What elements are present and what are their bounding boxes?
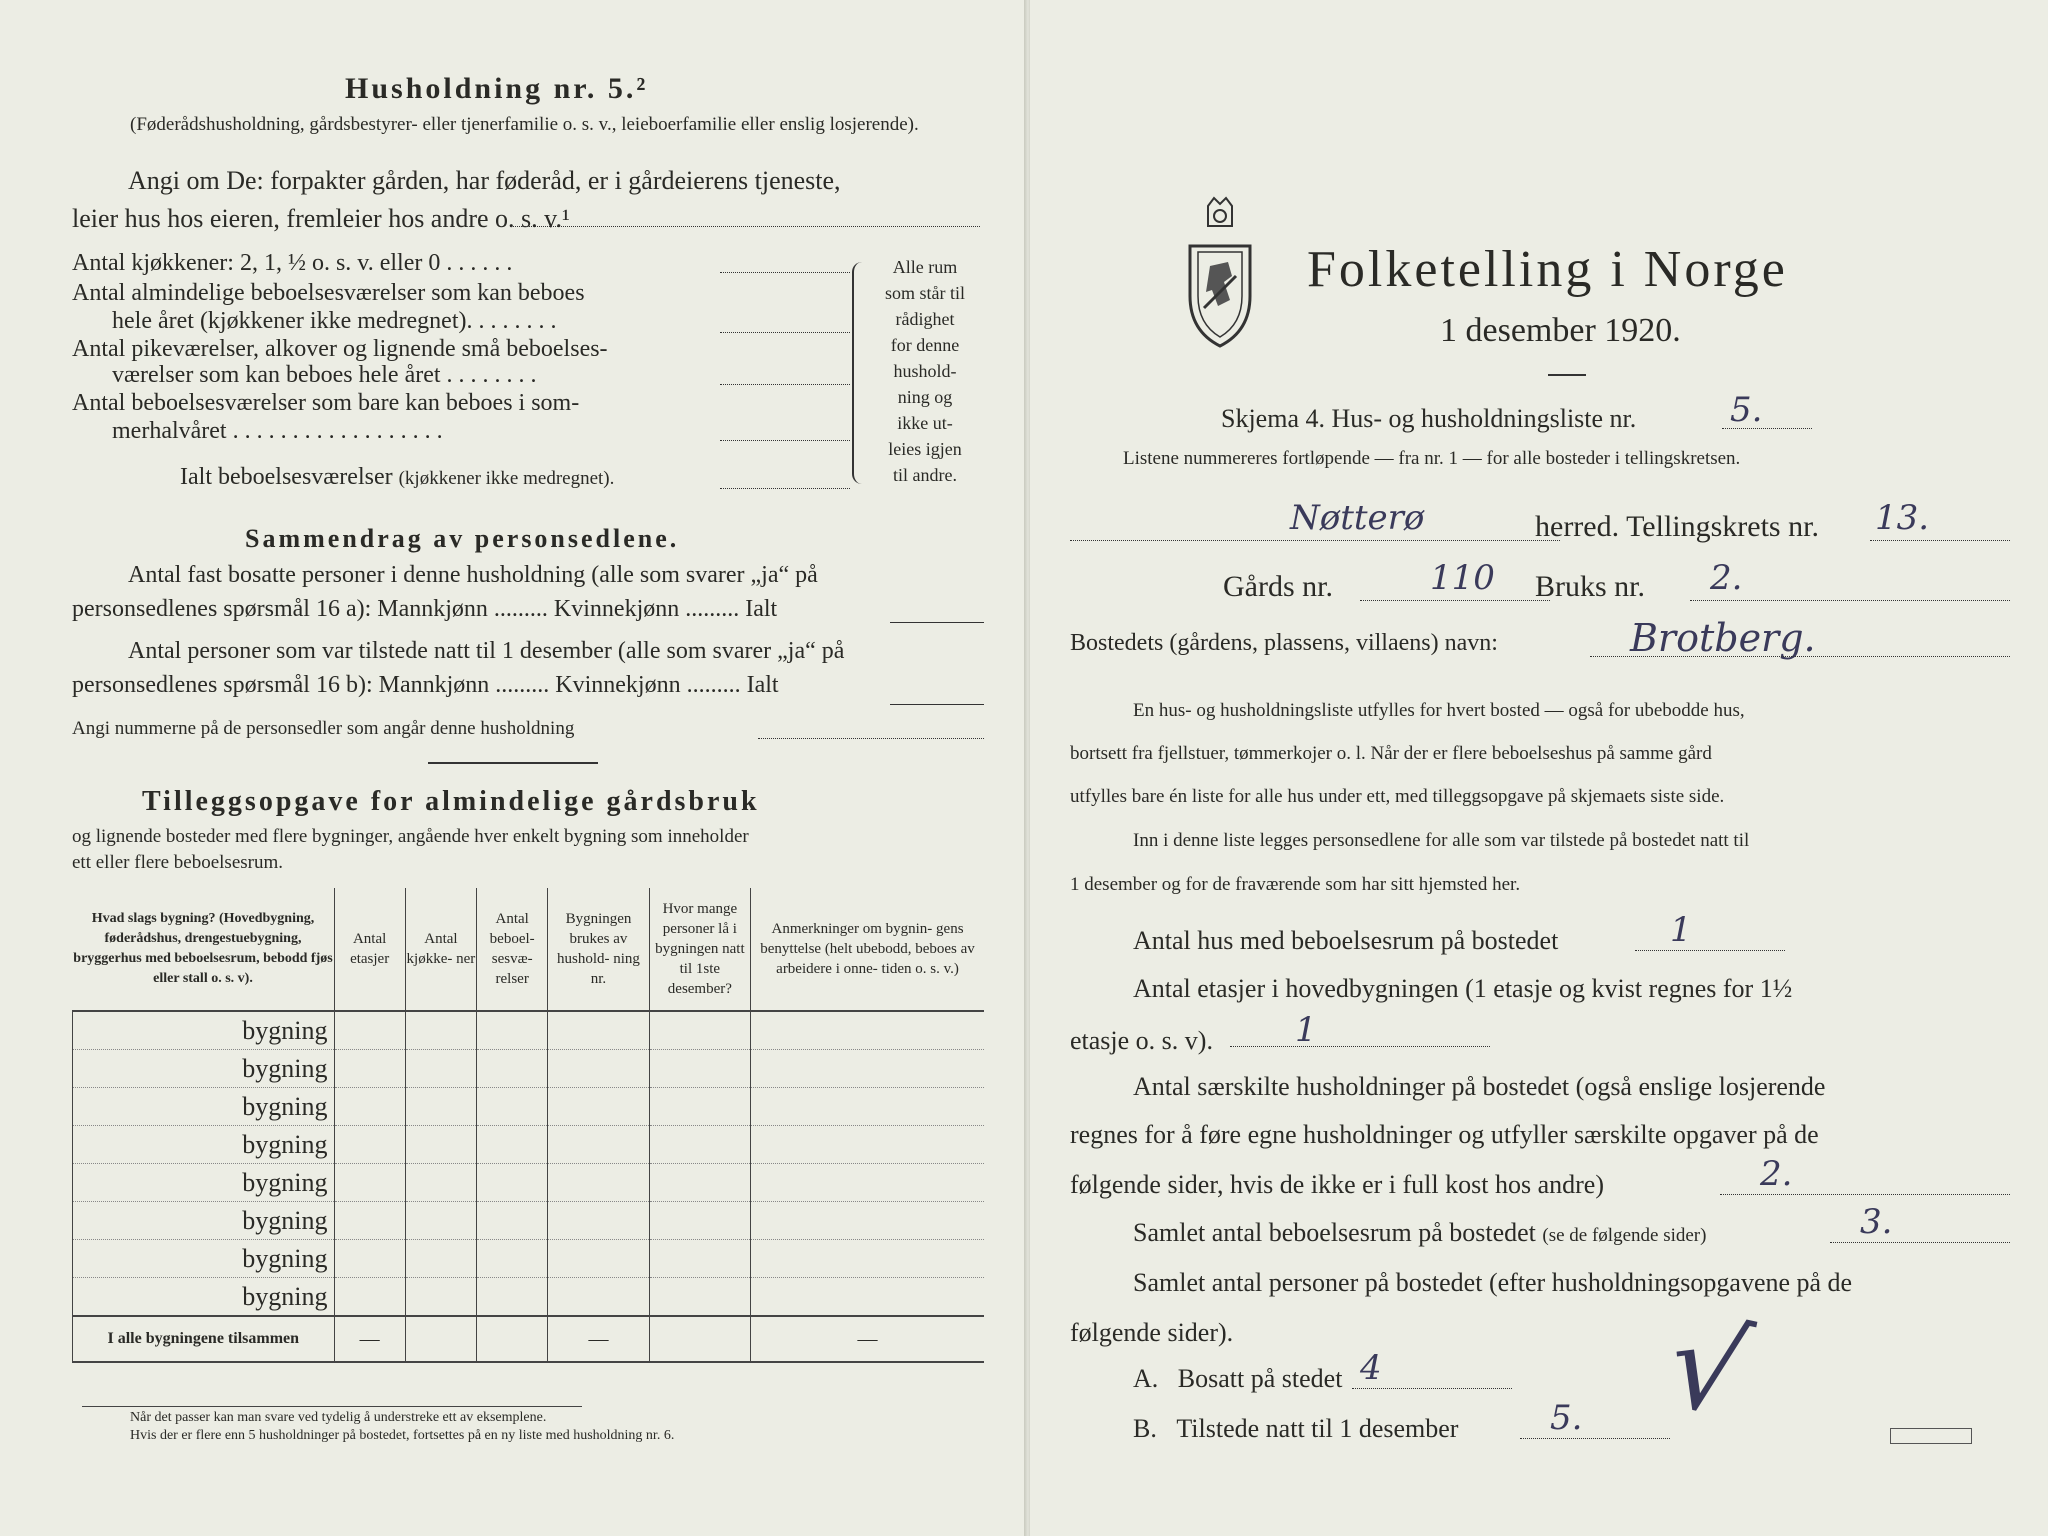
table-cell — [405, 1088, 476, 1126]
summary-numbers-fill — [758, 738, 984, 739]
present-label: B. Tilstede natt til 1 desember — [1133, 1414, 1459, 1443]
table-cell — [334, 1126, 405, 1164]
houses-value: 1 — [1670, 910, 1692, 950]
table-cell — [649, 1240, 750, 1278]
households-label-1: Antal særskilte husholdninger på bostedet (også enslige losjerende — [1133, 1072, 1826, 1101]
table-header: Antal beboel- sesvæ- relser — [477, 888, 548, 1011]
building-label: bygning — [73, 1050, 335, 1088]
table-cell — [334, 1278, 405, 1317]
supplement-title: Tilleggsopgave for almindelige gårdsbruk — [142, 786, 760, 817]
para-5: 1 desember og for de fraværende som har sitt hjemsted her. — [1070, 874, 1521, 895]
angi-fill-line — [510, 226, 980, 227]
small-rooms-label-1: Antal pikeværelser, alkover og lignende små beboelses- — [72, 336, 608, 362]
houses-label: Antal hus med beboelsesrum på bostedet — [1133, 926, 1559, 955]
table-cell — [751, 1126, 984, 1164]
brace-note-line: som står til — [885, 283, 965, 303]
brace-note-line: ning og — [897, 387, 953, 407]
table-header: Antal kjøkke- ner — [405, 888, 476, 1011]
table-cell — [405, 1126, 476, 1164]
para-1: En hus- og husholdningsliste utfylles for hvert bosted — også for ubebodde hus, — [1133, 700, 1745, 721]
building-label: bygning — [73, 1240, 335, 1278]
bosted-label: Bostedets (gårdens, plassens, villaens) navn: — [1070, 630, 1498, 656]
krets-fill — [1870, 540, 2010, 541]
schema-label: Skjema 4. Hus- og husholdningsliste nr. — [1221, 404, 1637, 433]
table-header: Antal etasjer — [334, 888, 405, 1011]
table-cell — [334, 1011, 405, 1050]
households-fill — [1720, 1194, 2010, 1195]
table-cell — [751, 1011, 984, 1050]
bosted-value: Brotberg. — [1630, 616, 1816, 660]
rooms-total-label: Samlet antal beboelsesrum på bostedet (se de følgende sider) — [1133, 1218, 1707, 1247]
total-cell — [477, 1316, 548, 1362]
rooms-fill — [720, 332, 850, 333]
brace-note-line: leies igjen — [888, 439, 962, 459]
schema-number: 5. — [1730, 390, 1763, 430]
table-cell — [751, 1050, 984, 1088]
table-row — [73, 1278, 985, 1317]
resident-fill — [1352, 1388, 1512, 1389]
summer-rooms-fill — [720, 440, 850, 441]
bruks-value: 2. — [1710, 558, 1743, 598]
herred-value: Nøtterø — [1290, 498, 1425, 538]
kitchen-count-label: Antal kjøkkener: 2, 1, ½ o. s. v. eller 0 . . . . . . — [72, 250, 513, 276]
table-cell — [751, 1202, 984, 1240]
brace-note — [870, 254, 980, 488]
persons-label-1: Samlet antal personer på bostedet (efter husholdningsopgavene på de — [1133, 1268, 1853, 1297]
table-cell — [649, 1164, 750, 1202]
table-cell — [405, 1278, 476, 1317]
gards-value: 110 — [1430, 558, 1495, 598]
table-row — [73, 1011, 985, 1050]
brace-note-line: til andre. — [893, 465, 957, 485]
persons-label-2: følgende sider). — [1070, 1318, 1234, 1347]
floors-value: 1 — [1295, 1010, 1317, 1050]
table-cell — [649, 1088, 750, 1126]
bruks-label: Bruks nr. — [1535, 570, 1646, 603]
houses-fill — [1635, 950, 1785, 951]
table-cell — [477, 1126, 548, 1164]
table-row — [73, 1126, 985, 1164]
building-label: bygning — [73, 1164, 335, 1202]
angi-line-2: leier hus hos eieren, fremleier hos andre o. s. v.¹ — [72, 204, 570, 233]
table-cell — [548, 1126, 649, 1164]
total-cell — [405, 1316, 476, 1362]
summary-total-fill-1 — [890, 622, 984, 623]
summary-line-2: personsedlenes spørsmål 16 a): Mannkjønn ......... Kvinnekjønn ......... Ialt — [72, 596, 778, 622]
bosted-fill — [1590, 656, 2010, 657]
summer-rooms-label-2: merhalvåret . . . . . . . . . . . . . . . . . . — [112, 418, 443, 444]
total-label: I alle bygningene tilsammen — [73, 1316, 335, 1362]
table-cell — [649, 1011, 750, 1050]
small-rooms-label-2: værelser som kan beboes hele året . . . . . . . . — [112, 362, 537, 388]
para-4: Inn i denne liste legges personsedlene for alle som var tilstede på bostedet natt til — [1133, 830, 1750, 851]
angi-line-1: Angi om De: forpakter gården, har føderåd, er i gårdeierens tjeneste, — [128, 166, 841, 195]
summary-line-3: Antal personer som var tilstede natt til 1 desember (alle som svarer „ja“ på — [128, 638, 845, 664]
resident-value: 4 — [1360, 1348, 1382, 1388]
gards-fill — [1360, 600, 1550, 601]
table-cell — [334, 1050, 405, 1088]
table-cell — [405, 1164, 476, 1202]
para-2: bortsett fra fjellstuer, tømmerkojer o. l. Når der er flere beboelseshus på samme gård — [1070, 743, 1712, 764]
present-fill — [1520, 1438, 1670, 1439]
table-cell — [477, 1088, 548, 1126]
households-value: 2. — [1760, 1154, 1793, 1194]
table-cell — [751, 1088, 984, 1126]
krets-value: 13. — [1875, 498, 1930, 538]
table-cell — [649, 1126, 750, 1164]
table-cell — [649, 1278, 750, 1317]
table-cell — [548, 1202, 649, 1240]
table-cell — [477, 1240, 548, 1278]
coat-of-arms-icon — [1180, 196, 1260, 348]
table-cell — [405, 1202, 476, 1240]
table-cell — [548, 1164, 649, 1202]
printer-stamp — [1890, 1428, 1972, 1444]
household-title: Husholdning nr. 5.² — [345, 72, 649, 105]
table-row — [73, 1088, 985, 1126]
rooms-total-value: 3. — [1860, 1202, 1893, 1242]
table-cell — [751, 1240, 984, 1278]
brace — [852, 262, 864, 484]
title-rule — [1548, 374, 1586, 376]
table-cell — [548, 1050, 649, 1088]
floors-label-1: Antal etasjer i hovedbygningen (1 etasje og kvist regnes for 1½ — [1133, 974, 1793, 1003]
building-label: bygning — [73, 1011, 335, 1050]
total-rooms-fill — [720, 488, 850, 489]
rooms-label-2: hele året (kjøkkener ikke medregnet). . . . . . . . — [112, 308, 557, 334]
table-header: Bygningen brukes av hushold- ning nr. — [548, 888, 649, 1011]
table-cell — [334, 1240, 405, 1278]
table-cell — [751, 1278, 984, 1317]
table-cell — [548, 1240, 649, 1278]
gards-label: Gårds nr. — [1223, 570, 1333, 603]
table-row — [73, 1202, 985, 1240]
table-row — [73, 1050, 985, 1088]
divider — [428, 762, 598, 764]
summer-rooms-label-1: Antal beboelsesværelser som bare kan beboes i som- — [72, 390, 580, 416]
table-cell — [477, 1011, 548, 1050]
rooms-total-fill — [1830, 1242, 2010, 1243]
brace-note-line: Alle rum — [892, 257, 958, 277]
brace-note-line: for denne — [890, 335, 960, 355]
total-cell: — — [334, 1316, 405, 1362]
summary-line-5: Angi nummerne på de personsedler som angår denne husholdning — [72, 718, 575, 739]
total-rooms-label: Ialt beboelsesværelser (kjøkkener ikke medregnet). — [180, 464, 615, 490]
footnote-1: Når det passer kan man svare ved tydelig å understreke ett av eksemplene. — [130, 1410, 547, 1425]
table-cell — [649, 1202, 750, 1240]
household-subtitle: (Føderådshusholdning, gårdsbestyrer- eller tjenerfamilie o. s. v., leieboerfamilie eller enslig losjerende). — [130, 114, 919, 135]
bruks-fill — [1690, 600, 2010, 601]
table-cell — [548, 1278, 649, 1317]
brace-note-line: ikke ut- — [897, 413, 953, 433]
table-row — [73, 1164, 985, 1202]
table-row — [73, 1240, 985, 1278]
supplement-line-1: og lignende bosteder med flere bygninger, angående hver enkelt bygning som inneholder — [72, 826, 749, 847]
right-page — [1030, 0, 2048, 1536]
table-cell — [751, 1164, 984, 1202]
table-cell — [477, 1278, 548, 1317]
table-cell — [477, 1164, 548, 1202]
summary-line-4: personsedlenes spørsmål 16 b): Mannkjønn ......... Kvinnekjønn ......... Ialt — [72, 672, 779, 698]
floors-label-2: etasje o. s. v). — [1070, 1026, 1213, 1055]
building-label: bygning — [73, 1088, 335, 1126]
census-date: 1 desember 1920. — [1440, 312, 1681, 349]
resident-label: A. Bosatt på stedet — [1133, 1364, 1343, 1393]
floors-fill — [1230, 1046, 1490, 1047]
table-cell — [548, 1088, 649, 1126]
footnote-rule — [82, 1406, 582, 1407]
para-3: utfylles bare én liste for alle hus under ett, med tilleggsopgave på skjemaets siste side. — [1070, 786, 1725, 807]
small-rooms-fill — [720, 384, 850, 385]
table-cell — [334, 1088, 405, 1126]
table-cell — [334, 1202, 405, 1240]
table-cell — [477, 1202, 548, 1240]
building-label: bygning — [73, 1278, 335, 1317]
table-cell — [649, 1050, 750, 1088]
herred-fill — [1070, 540, 1560, 541]
present-value: 5. — [1550, 1398, 1583, 1438]
table-header: Hvad slags bygning? (Hovedbygning, føderådshus, drengestuebygning, bryggerhus med beboelsesrum, bebodd fjøs eller stall o. s. v). — [73, 888, 335, 1011]
total-cell: — — [751, 1316, 984, 1362]
check-mark: √ — [1656, 1293, 1761, 1446]
footnote-2: Hvis der er flere enn 5 husholdninger på bostedet, fortsettes på en ny liste med husholdning nr. 6. — [130, 1428, 675, 1443]
building-label: bygning — [73, 1126, 335, 1164]
summary-line-1: Antal fast bosatte personer i denne husholdning (alle som svarer „ja“ på — [128, 562, 818, 588]
table-cell — [405, 1050, 476, 1088]
building-label: bygning — [73, 1202, 335, 1240]
main-title: Folketelling i Norge — [1307, 241, 1788, 298]
table-cell — [405, 1011, 476, 1050]
summary-title: Sammendrag av personsedlene. — [245, 524, 680, 553]
total-cell: — — [548, 1316, 649, 1362]
summary-total-fill-2 — [890, 704, 984, 705]
brace-note-line: rådighet — [895, 309, 955, 329]
brace-note-line: hushold- — [893, 361, 957, 381]
table-cell — [548, 1011, 649, 1050]
supplement-line-2: ett eller flere beboelsesrum. — [72, 852, 284, 873]
kitchen-fill — [720, 272, 850, 273]
table-header: Anmerkninger om bygnin- gens benyttelse (helt ubebodd, beboes av arbeidere i onne- tiden o. s. v.) — [751, 888, 984, 1011]
schema-fill — [1722, 428, 1812, 429]
table-header: Hvor mange personer lå i bygningen natt til 1ste desember? — [649, 888, 750, 1011]
total-row — [73, 1316, 985, 1362]
households-label-2: regnes for å føre egne husholdninger og utfyller særskilte opgaver på de — [1070, 1120, 1819, 1149]
herred-label: herred. Tellingskrets nr. — [1535, 510, 1819, 543]
listing-note: Listene nummereres fortløpende — fra nr. 1 — for alle bosteder i tellingskretsen. — [1123, 448, 1741, 469]
households-label-3: følgende sider, hvis de ikke er i full kost hos andre) — [1070, 1170, 1604, 1199]
table-cell — [405, 1240, 476, 1278]
table-cell — [477, 1050, 548, 1088]
table-cell — [334, 1164, 405, 1202]
rooms-label-1: Antal almindelige beboelsesværelser som kan beboes — [72, 280, 585, 306]
building-table — [72, 888, 984, 1363]
total-cell — [649, 1316, 750, 1362]
